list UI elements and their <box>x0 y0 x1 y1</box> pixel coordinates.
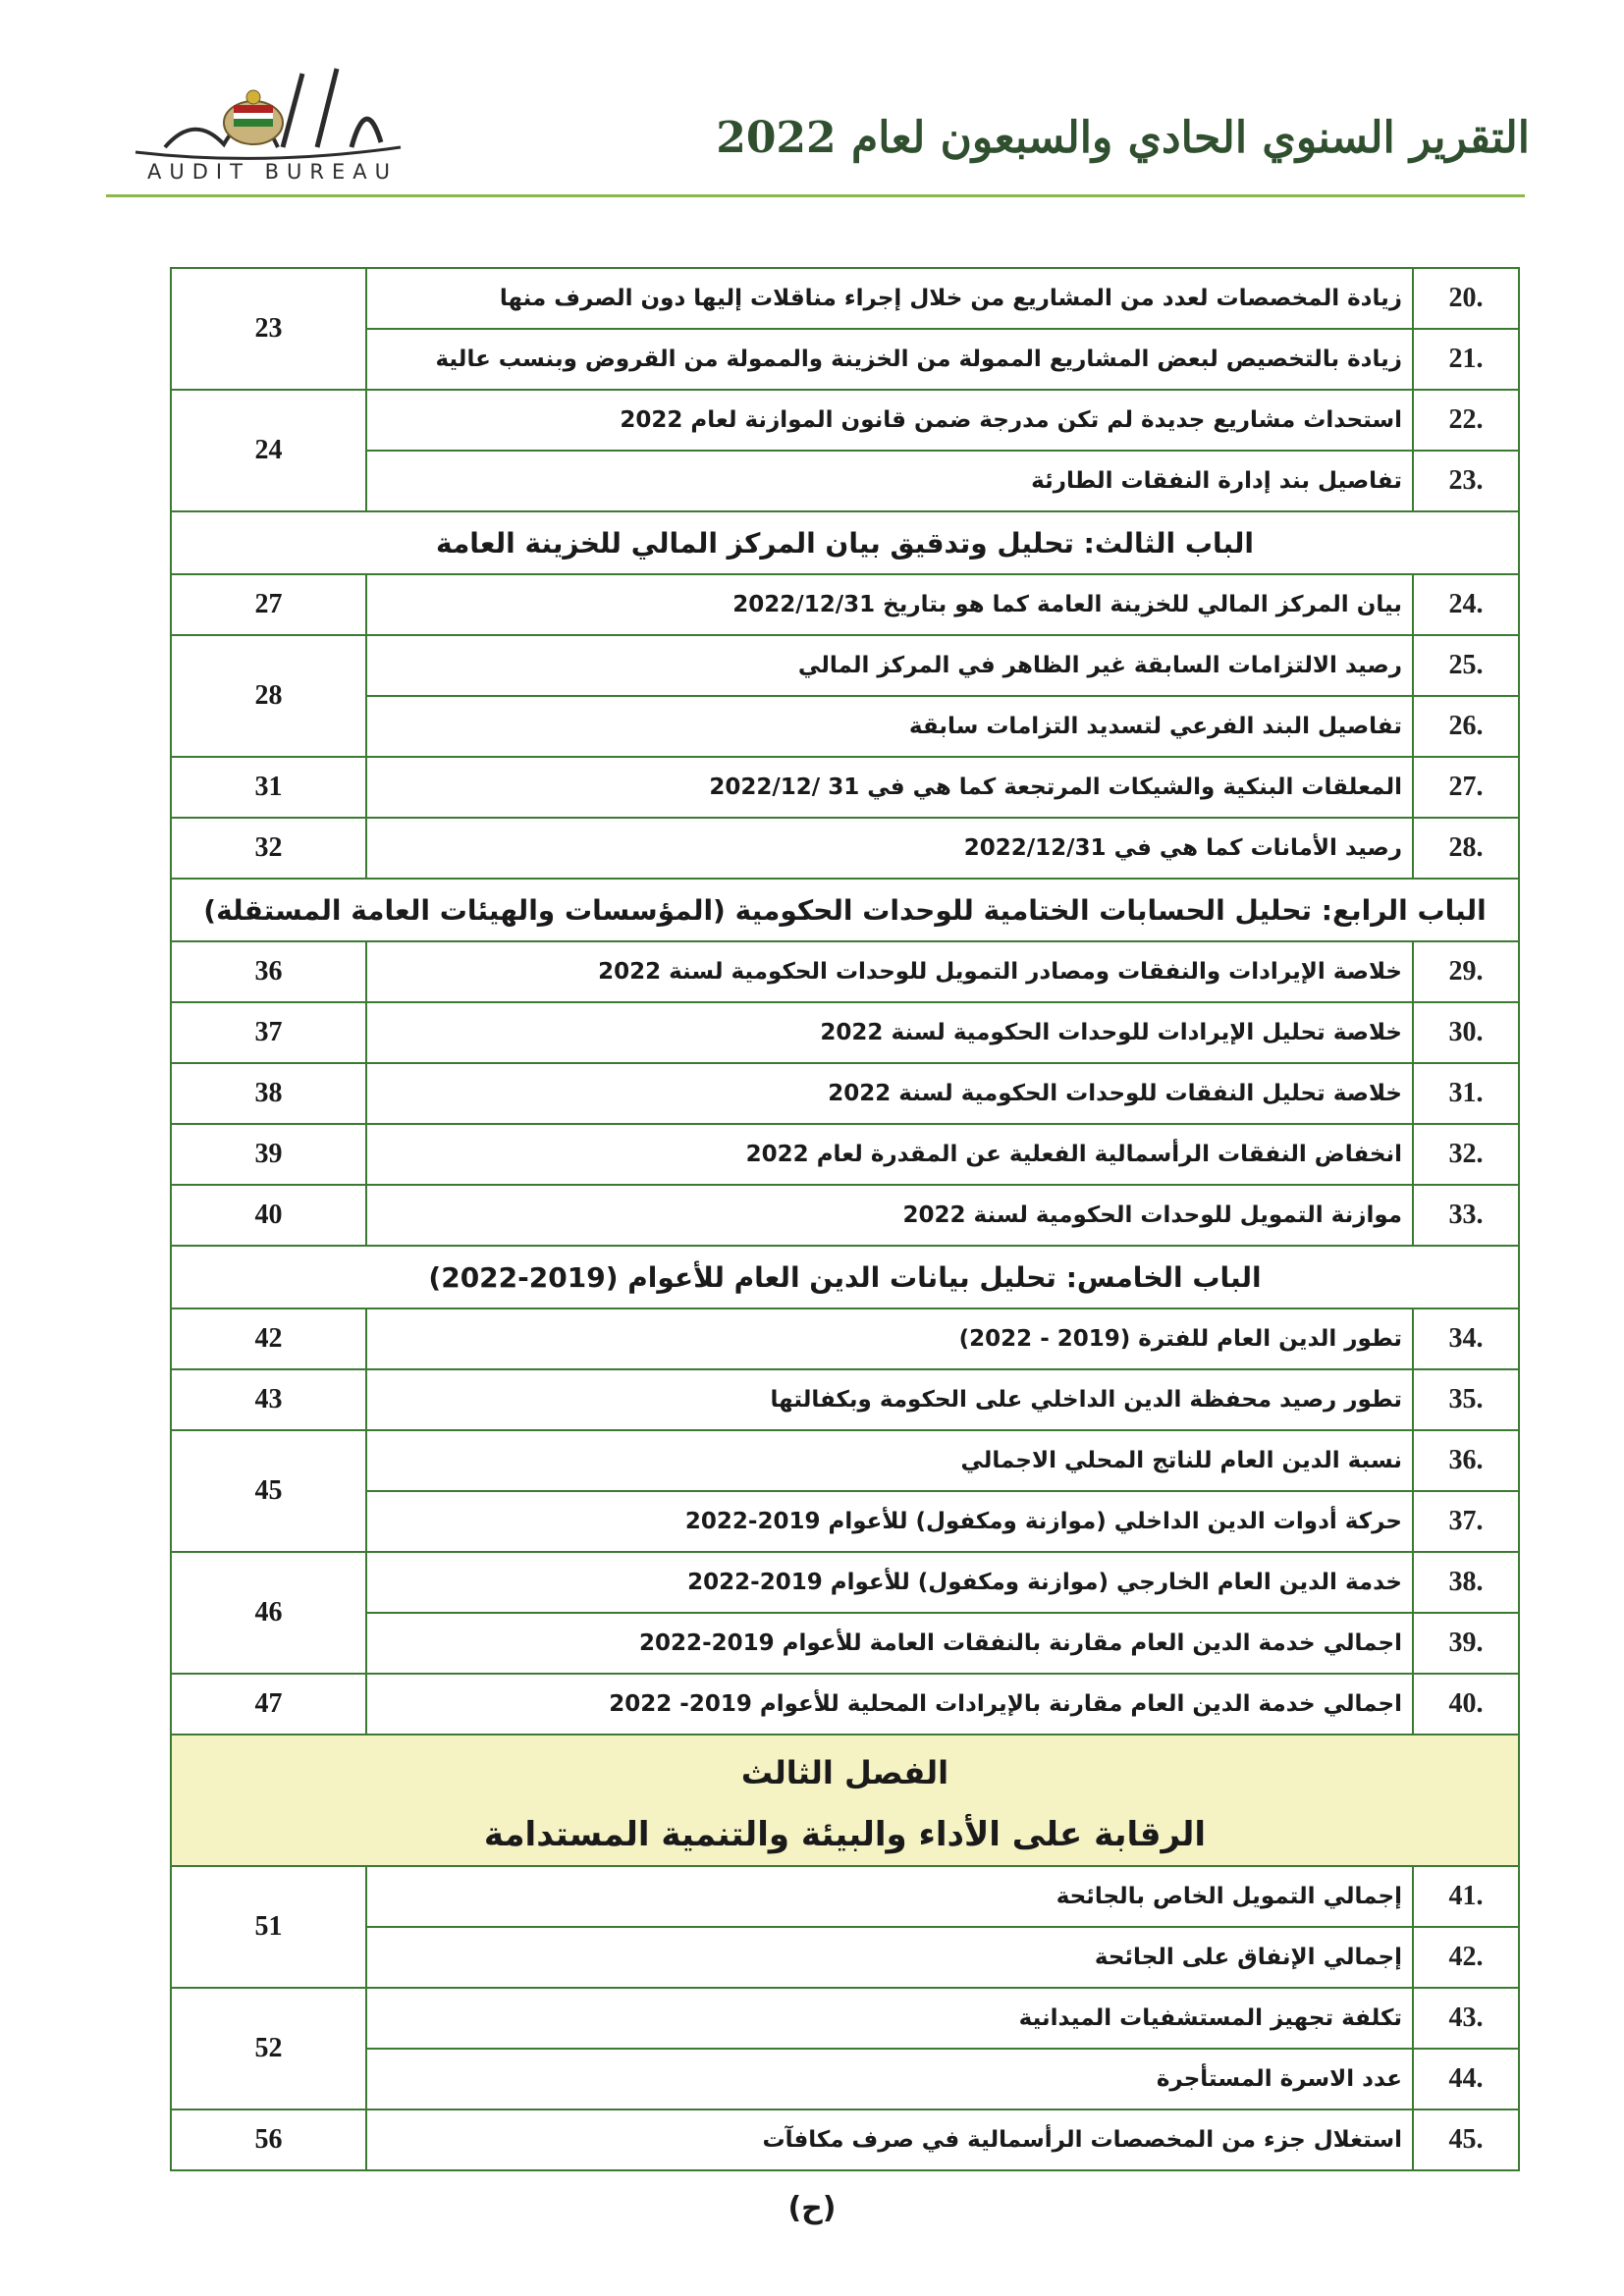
toc-row <box>171 635 1519 696</box>
item-title[interactable]: انخفاض النفقات الرأسمالية الفعلية عن المقدرة لعام 2022 <box>366 1124 1413 1185</box>
item-title[interactable]: حركة أدوات الدين الداخلي (موازنة ومكفول) للأعوام 2019-2022 <box>366 1491 1413 1552</box>
chapter-subtitle: الرقابة على الأداء والبيئة والتنمية المستدامة <box>483 1815 1207 1854</box>
item-title[interactable]: زيادة المخصصات لعدد من المشاريع من خلال إجراء مناقلات إليها دون الصرف منها <box>366 268 1413 329</box>
page-ref: 28 <box>171 635 366 757</box>
item-number: .26 <box>1413 696 1519 757</box>
item-number: .30 <box>1413 1002 1519 1063</box>
page-ref: 52 <box>171 1988 366 2109</box>
toc-row <box>171 1185 1519 1246</box>
page-ref: 31 <box>171 757 366 818</box>
section-heading: الباب الثالث: تحليل وتدقيق بيان المركز المالي للخزينة العامة <box>171 511 1519 574</box>
item-title[interactable]: خلاصة تحليل الإيرادات للوحدات الحكومية لسنة 2022 <box>366 1002 1413 1063</box>
item-number: .38 <box>1413 1552 1519 1613</box>
toc-row <box>171 941 1519 1002</box>
item-number: .34 <box>1413 1308 1519 1369</box>
toc-row <box>171 2049 1519 2109</box>
item-title[interactable]: استحداث مشاريع جديدة لم تكن مدرجة ضمن قانون الموازنة لعام 2022 <box>366 390 1413 451</box>
toc-row <box>171 1988 1519 2049</box>
item-title[interactable]: المعلقات البنكية والشيكات المرتجعة كما هي في 31 /2022/12 <box>366 757 1413 818</box>
item-number: .43 <box>1413 1988 1519 2049</box>
page-ref: 27 <box>171 574 366 635</box>
toc-row <box>171 1002 1519 1063</box>
item-number: .25 <box>1413 635 1519 696</box>
item-number: .39 <box>1413 1613 1519 1674</box>
page-ref: 42 <box>171 1308 366 1369</box>
page-header <box>106 54 1530 201</box>
item-number: .21 <box>1413 329 1519 390</box>
item-number: .20 <box>1413 268 1519 329</box>
toc-row <box>171 1430 1519 1491</box>
item-number: .40 <box>1413 1674 1519 1735</box>
page-ref: 39 <box>171 1124 366 1185</box>
toc-row <box>171 1674 1519 1735</box>
item-number: .23 <box>1413 451 1519 511</box>
toc-row <box>171 696 1519 757</box>
header-divider <box>106 194 1525 197</box>
item-number: .45 <box>1413 2109 1519 2170</box>
page-ref: 47 <box>171 1674 366 1735</box>
logo-emblem-icon <box>106 54 420 172</box>
toc-row <box>171 1613 1519 1674</box>
page-ref: 38 <box>171 1063 366 1124</box>
toc-row <box>171 390 1519 451</box>
page-ref: 37 <box>171 1002 366 1063</box>
page-ref: 32 <box>171 818 366 879</box>
item-title[interactable]: استغلال جزء من المخصصات الرأسمالية في صرف مكافآت <box>366 2109 1413 2170</box>
page-number: (ح) <box>787 2191 837 2225</box>
toc-table <box>170 267 1520 2171</box>
item-title[interactable]: خدمة الدين العام الخارجي (موازنة ومكفول) للأعوام 2019-2022 <box>366 1552 1413 1613</box>
item-title[interactable]: إجمالي الإنفاق على الجائحة <box>366 1927 1413 1988</box>
item-number: .31 <box>1413 1063 1519 1124</box>
item-number: .33 <box>1413 1185 1519 1246</box>
page-ref: 45 <box>171 1430 366 1552</box>
item-title[interactable]: زيادة بالتخصيص لبعض المشاريع الممولة من الخزينة والممولة من القروض وبنسب عالية <box>366 329 1413 390</box>
item-number: .42 <box>1413 1927 1519 1988</box>
toc-row <box>171 1866 1519 1927</box>
toc-row <box>171 451 1519 511</box>
item-number: .36 <box>1413 1430 1519 1491</box>
item-title[interactable]: اجمالي خدمة الدين العام مقارنة بالإيرادات المحلية للأعوام 2019- 2022 <box>366 1674 1413 1735</box>
item-title[interactable]: نسبة الدين العام للناتج المحلي الاجمالي <box>366 1430 1413 1491</box>
item-title[interactable]: رصيد الالتزامات السابقة غير الظاهر في المركز المالي <box>366 635 1413 696</box>
logo-english-text: AUDIT BUREAU <box>147 160 398 184</box>
item-number: .28 <box>1413 818 1519 879</box>
toc-row <box>171 268 1519 329</box>
chapter-heading <box>171 1735 1519 1866</box>
page-ref: 36 <box>171 941 366 1002</box>
chapter-heading-row <box>171 1735 1519 1866</box>
item-title[interactable]: بيان المركز المالي للخزينة العامة كما هو بتاريخ 2022/12/31 <box>366 574 1413 635</box>
page-ref: 23 <box>171 268 366 390</box>
item-number: .35 <box>1413 1369 1519 1430</box>
item-title[interactable]: تفاصيل بند إدارة النفقات الطارئة <box>366 451 1413 511</box>
toc-row <box>171 574 1519 635</box>
item-number: .32 <box>1413 1124 1519 1185</box>
item-title[interactable]: تكلفة تجهيز المستشفيات الميدانية <box>366 1988 1413 2049</box>
toc-row <box>171 1308 1519 1369</box>
section-heading-row <box>171 511 1519 574</box>
page-ref: 24 <box>171 390 366 511</box>
toc-row <box>171 329 1519 390</box>
page-ref: 51 <box>171 1866 366 1988</box>
section-heading-row <box>171 879 1519 941</box>
toc-row <box>171 1552 1519 1613</box>
audit-bureau-logo <box>106 54 420 191</box>
page-ref: 43 <box>171 1369 366 1430</box>
item-number: .44 <box>1413 2049 1519 2109</box>
item-title[interactable]: إجمالي التمويل الخاص بالجائحة <box>366 1866 1413 1927</box>
item-number: .37 <box>1413 1491 1519 1552</box>
item-title[interactable]: اجمالي خدمة الدين العام مقارنة بالنفقات العامة للأعوام 2019-2022 <box>366 1613 1413 1674</box>
item-number: .41 <box>1413 1866 1519 1927</box>
item-title[interactable]: خلاصة الإيرادات والنفقات ومصادر التمويل للوحدات الحكومية لسنة 2022 <box>366 941 1413 1002</box>
report-title: التقرير السنوي الحادي والسبعون لعام 2022 <box>716 113 1530 163</box>
toc-row <box>171 757 1519 818</box>
toc-row <box>171 1063 1519 1124</box>
toc-row <box>171 1124 1519 1185</box>
item-number: .22 <box>1413 390 1519 451</box>
toc-row <box>171 1491 1519 1552</box>
item-number: .24 <box>1413 574 1519 635</box>
page-ref: 56 <box>171 2109 366 2170</box>
page-ref: 46 <box>171 1552 366 1674</box>
item-title[interactable]: خلاصة تحليل النفقات للوحدات الحكومية لسنة 2022 <box>366 1063 1413 1124</box>
item-title[interactable]: تطور رصيد محفظة الدين الداخلي على الحكومة وبكفالتها <box>366 1369 1413 1430</box>
section-heading-row <box>171 1246 1519 1308</box>
toc-row <box>171 1369 1519 1430</box>
toc-row <box>171 2109 1519 2170</box>
page-ref: 40 <box>171 1185 366 1246</box>
item-title[interactable]: رصيد الأمانات كما هي في 2022/12/31 <box>366 818 1413 879</box>
item-title[interactable]: موازنة التمويل للوحدات الحكومية لسنة 2022 <box>366 1185 1413 1246</box>
section-heading: الباب الرابع: تحليل الحسابات الختامية للوحدات الحكومية (المؤسسات والهيئات العامة المستقلة) <box>171 879 1519 941</box>
chapter-title: الفصل الثالث <box>740 1754 949 1791</box>
item-title[interactable]: عدد الاسرة المستأجرة <box>366 2049 1413 2109</box>
item-number: .29 <box>1413 941 1519 1002</box>
section-heading: الباب الخامس: تحليل بيانات الدين العام للأعوام (2019-2022) <box>171 1246 1519 1308</box>
item-title[interactable]: تفاصيل البند الفرعي لتسديد التزامات سابقة <box>366 696 1413 757</box>
item-title[interactable]: تطور الدين العام للفترة (2019 - 2022) <box>366 1308 1413 1369</box>
toc-row <box>171 818 1519 879</box>
item-number: .27 <box>1413 757 1519 818</box>
toc-row <box>171 1927 1519 1988</box>
